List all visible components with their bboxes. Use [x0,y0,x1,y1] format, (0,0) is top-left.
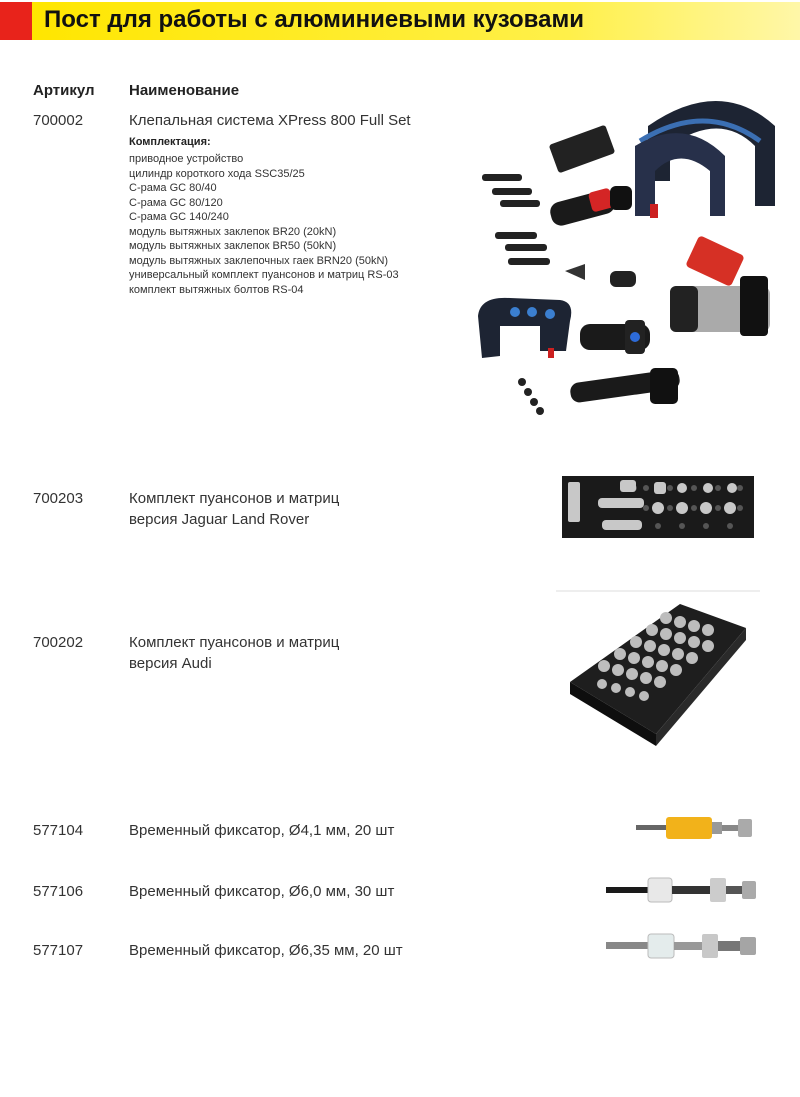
kit-item: комплект вытяжных болтов RS-04 [129,283,304,296]
kit-item: С-рама GC 80/120 [129,196,223,209]
c-frame-medium [635,133,725,216]
column-header-article: Артикул [33,82,95,99]
kit-item: С-рама GC 140/240 [129,211,229,223]
temporary-fastener-6-0-photo [604,872,760,908]
kit-item: универсальный комплект пуансонов и матриц RS-03 [129,269,399,281]
product-article: 577107 [33,942,84,959]
punch-set-jlr-photo [562,476,754,538]
header-banner [0,0,800,42]
tool-case [549,125,616,174]
product-article: 577104 [33,822,84,839]
product-name-line: Комплект пуансонов и матриц [129,490,340,507]
product-name: Клепальная система XPress 800 Full Set [129,112,411,129]
kit-heading: Комплектация: [129,136,211,148]
kit-item: С-рама GC 80/40 [129,182,217,194]
product-name [129,488,339,530]
temporary-fastener-4-1-photo [632,812,756,844]
product-article: 700002 [33,112,84,129]
product-article: 700202 [33,634,84,651]
product-article: 700203 [33,490,84,507]
product-article: 577106 [33,883,84,900]
c-frame-small [478,298,571,358]
punch-set-audi-photo [556,590,760,756]
product-name: Временный фиксатор, Ø4,1 мм, 20 шт [129,822,395,839]
kit-item: модуль вытяжных заклепочных гаек BRN20 (50kN) [129,254,389,267]
banner-red-block [0,2,32,40]
product-name-line: версия Audi [129,655,212,672]
riveting-system-photo [470,86,790,426]
kit-item: модуль вытяжных заклепок BR50 (50kN) [129,240,337,252]
product-name [129,632,339,674]
kit-item: цилиндр короткого хода SSC35/25 [129,167,305,180]
drive-unit-handle [685,235,745,287]
kit-list [129,152,449,297]
column-header-name: Наименование [129,82,240,99]
product-name-line: версия Jaguar Land Rover [129,511,310,528]
bits-group-1 [482,174,550,265]
bits-group-2 [518,378,544,415]
page-title: Пост для работы с алюминиевыми кузовами [44,6,584,33]
kit-item: приводное устройство [129,153,244,165]
temporary-fastener-6-35-photo [604,928,760,964]
product-name-line: Комплект пуансонов и матриц [129,634,340,651]
kit-item: модуль вытяжных заклепок BR20 (20kN) [129,225,337,238]
product-name: Временный фиксатор, Ø6,0 мм, 30 шт [129,883,395,900]
product-name: Временный фиксатор, Ø6,35 мм, 20 шт [129,942,403,959]
